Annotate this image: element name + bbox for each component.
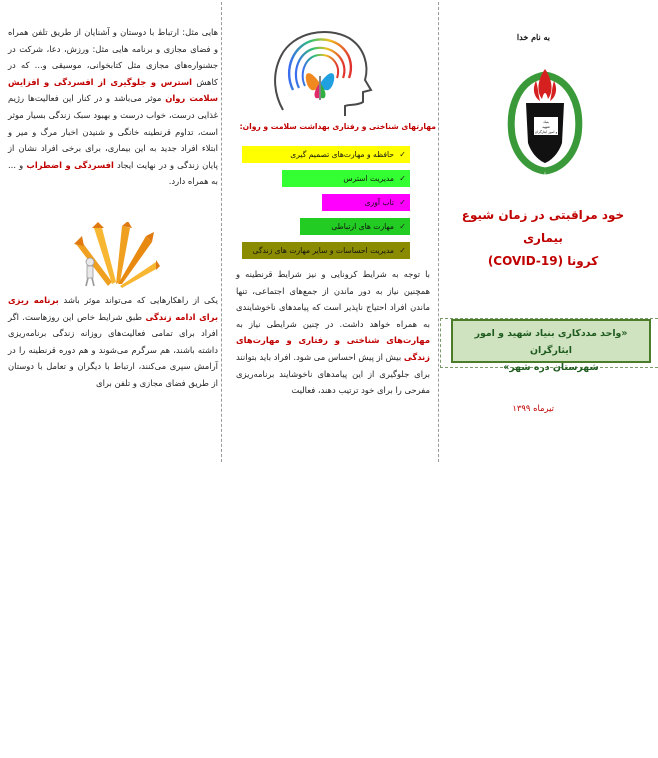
svg-text:شهید: شهید bbox=[542, 125, 550, 129]
main-title-line1: خود مراقبتی در زمان شیوع بیماری bbox=[461, 208, 625, 245]
checkmark-icon: ✓ bbox=[399, 150, 406, 159]
middle-paragraph: با توجه به شرایط کرونایی و نیز شرایط قرنطینه و همچنین نیاز به دور ماندن از جمع‌های اجتماعی، تنها ماندن افراد احتیاج ناپذیر است که پیامدهای ناخوشایندی به همراه خواهد داشت. در چنین شرایطی نیاز به مهارت‌های شناختی و رفتاری و مهارت‌های زندگی بیش از پیش احساس می شود. افراد باید بتوانند برای جلوگیری از این پیامدهای ناخوشایند برنامه‌ریزی مفرحی را برای خود ترتیب دهند، فعالیت bbox=[236, 269, 431, 396]
fold-line-left bbox=[221, 2, 222, 462]
svg-text:بنیاد: بنیاد bbox=[543, 120, 549, 124]
svg-text:و امور ایثارگران: و امور ایثارگران bbox=[534, 130, 558, 134]
skills-heading: مهارتهای شناختی و رفتاری بهداشت سلامت و روان: bbox=[239, 122, 436, 131]
skill-bar-emotions bbox=[242, 242, 410, 259]
skill-bar-resilience bbox=[322, 194, 410, 211]
basmala: به نام خدا bbox=[516, 32, 550, 42]
checkmark-icon: ✓ bbox=[399, 198, 406, 207]
skill-label: مدیریت استرس bbox=[343, 174, 394, 183]
fold-line-right bbox=[438, 2, 439, 462]
organization-box bbox=[451, 319, 651, 373]
org-line1: «واحد مددکاری بنیاد شهید و امور ایثارگران bbox=[474, 328, 628, 356]
skill-bar-stress bbox=[282, 170, 410, 187]
skill-label: تاب آوری bbox=[364, 198, 394, 207]
left-paragraph-2: یکی از راهکارهایی که می‌تواند موثر باشد برنامه ریزی برای ادامه زندگی طبق شرایط خاص این روزهاست. اگر افراد برای تمامی فعالیت‌های روزانه زندگی برنامه‌ریزی داشته باشند، هم سرگرم می‌شوند و هم دوره قرنطینه را در آرامش سپری می‌کنند، ارتباط با دیگران و تعامل با دوستان از طریق فضای مجازی و تلفن برای bbox=[8, 295, 219, 388]
checkmark-icon: ✓ bbox=[399, 246, 406, 255]
main-title bbox=[444, 204, 642, 273]
publish-date: تیرماه ۱۳۹۹ bbox=[512, 403, 554, 413]
main-title-line2: کرونا (COVID-19) bbox=[487, 254, 599, 268]
martyr-foundation-logo bbox=[500, 65, 590, 177]
skill-bar-communication bbox=[300, 218, 410, 235]
brain-head-illustration bbox=[253, 20, 388, 120]
checkmark-icon: ✓ bbox=[399, 174, 406, 183]
skill-bar-memory bbox=[242, 146, 410, 163]
skill-label: مدیریت احساسات و سایر مهارت های زندگی bbox=[252, 246, 394, 255]
left-paragraph-1: هایی مثل: ارتباط با دوستان و آشنایان از طریق تلفن همراه و فضای مجازی و برنامه هایی مثل: ورزش، دعا، شرکت در جشنواره‌های مجازی مثل کتابخوانی، موسیقی و... که در کاهش استرس و جلوگیری از افسردگی و افزایش سلامت روان موثر می‌باشد و در کنار این فعالیت‌ها رژیم غذایی درست، خواب درست و بهبود سبک زندگی بسیار موثر است، تداوم قرنطینه خانگی و شنیدن اخبار مرگ و میر و ابتلاء افراد جدید به این بیماری، برای برخی افراد نشان از پایان زندگی و در نهایت ایجاد افسردگی و اضطراب و ... به همراه دارد. bbox=[8, 27, 219, 187]
skill-label: مهارت های ارتباطی bbox=[331, 222, 394, 231]
crossroads-illustration bbox=[70, 222, 160, 288]
org-line2: شهرستان دره شهر» bbox=[503, 362, 599, 373]
skill-label: حافظه و مهارت‌های تصمیم گیری bbox=[290, 150, 394, 159]
checkmark-icon: ✓ bbox=[399, 222, 406, 231]
